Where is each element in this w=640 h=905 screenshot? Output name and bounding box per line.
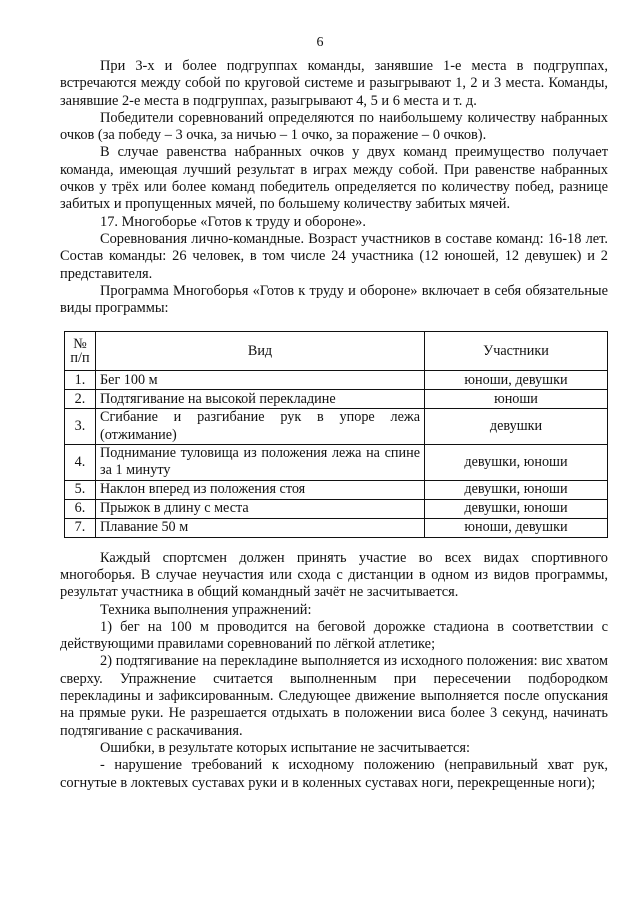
- header-vid: Вид: [96, 332, 425, 371]
- row-num: 7.: [65, 518, 96, 537]
- row-participants: юноши, девушки: [425, 518, 608, 537]
- table-row: [65, 480, 608, 499]
- section-heading: 17. Многоборье «Готов к труду и обороне».: [100, 213, 366, 230]
- header-participants: Участники: [425, 332, 608, 371]
- table-row: [65, 445, 608, 481]
- header-num: № п/п: [65, 332, 96, 371]
- row-num: 4.: [65, 445, 96, 481]
- row-num: 2.: [65, 390, 96, 409]
- row-vid: Бег 100 м: [96, 371, 425, 390]
- row-num: 3.: [65, 409, 96, 445]
- row-participants: девушки, юноши: [425, 445, 608, 481]
- paragraph: Соревнования лично-командные. Возраст участников в составе команд: 16-18 лет. Состав команды: 26 человек, в том числе 24 участника (12 юношей, 12 девушек) и 2 представителя.: [60, 230, 608, 282]
- row-num: 6.: [65, 499, 96, 518]
- table-row: [65, 390, 608, 409]
- page-number: 6: [316, 35, 324, 50]
- row-vid: Подтягивание на высокой перекладине: [96, 390, 425, 409]
- paragraph: При 3-х и более подгруппах команды, занявшие 1-е места в подгруппах, встречаются между собой по круговой системе и разыгрывают 1, 2 и 3 места. Команды, занявшие 2-е места в подгруппах, разыгрывают 4, 5 и 6 места и т. д.: [60, 58, 608, 109]
- table-header-row: [65, 332, 608, 371]
- row-participants: юноши: [425, 390, 608, 409]
- table-row: [65, 499, 608, 518]
- row-vid: Наклон вперед из положения стоя: [96, 480, 425, 499]
- paragraph: В случае равенства набранных очков у двух команд преимущество получает команда, имеющая лучший результат в играх между собой. При равенстве набранных очков у трёх или более команд победитель определяется по количеству побед, разнице забитых и пропущенных мячей, по большему количеству забитых мячей.: [60, 144, 608, 213]
- paragraph: Победители соревнований определяются по наибольшему количеству набранных очков (за победу – 3 очка, за ничью – 1 очко, за поражение – 0 очков).: [60, 109, 608, 144]
- row-participants: девушки, юноши: [425, 480, 608, 499]
- row-vid: Сгибание и разгибание рук в упоре лежа (отжимание): [96, 409, 425, 445]
- table-row: [65, 409, 608, 445]
- list-item: 2) подтягивание на перекладине выполняется из исходного положения: вис хватом сверху. Упражнение считается выполненным при пересечении подбородком перекладины и зафиксированным. Следующее движение выполняется после опускания на прямые руки. Не разрешается отдыхать в положении виса более 3 секунд, начинать подтягивание с раскачивания.: [60, 653, 608, 739]
- row-num: 5.: [65, 480, 96, 499]
- program-table: [64, 331, 608, 537]
- list-item: - нарушение требований к исходному положению (неправильный хват рук, согнутые в локтевых суставах руки и в коленных суставах ноги, перекрещенные ноги);: [60, 757, 608, 791]
- row-vid: Поднимание туловища из положения лежа на спине за 1 минуту: [96, 445, 425, 481]
- table-row: [65, 371, 608, 390]
- paragraph: Каждый спортсмен должен принять участие во всех видах спортивного многоборья. В случае неучастия или схода с дистанции в одном из видов программы, результат участника в общий командный зачёт не засчитывается.: [60, 549, 608, 601]
- row-num: 1.: [65, 371, 96, 390]
- row-vid: Плавание 50 м: [96, 518, 425, 537]
- document-body: [60, 58, 608, 792]
- row-participants: девушки: [425, 409, 608, 445]
- list-item: 1) бег на 100 м проводится на беговой дорожке стадиона в соответствии с действующими правилами соревнований по лёгкой атлетике;: [60, 618, 608, 653]
- row-participants: юноши, девушки: [425, 371, 608, 390]
- row-vid: Прыжок в длину с места: [96, 499, 425, 518]
- paragraph: Техника выполнения упражнений:: [100, 601, 312, 618]
- paragraph: Ошибки, в результате которых испытание не засчитывается:: [100, 739, 470, 756]
- paragraph: Программа Многоборья «Готов к труду и обороне» включает в себя обязательные виды программы:: [60, 282, 608, 317]
- table-row: [65, 518, 608, 537]
- row-participants: девушки, юноши: [425, 499, 608, 518]
